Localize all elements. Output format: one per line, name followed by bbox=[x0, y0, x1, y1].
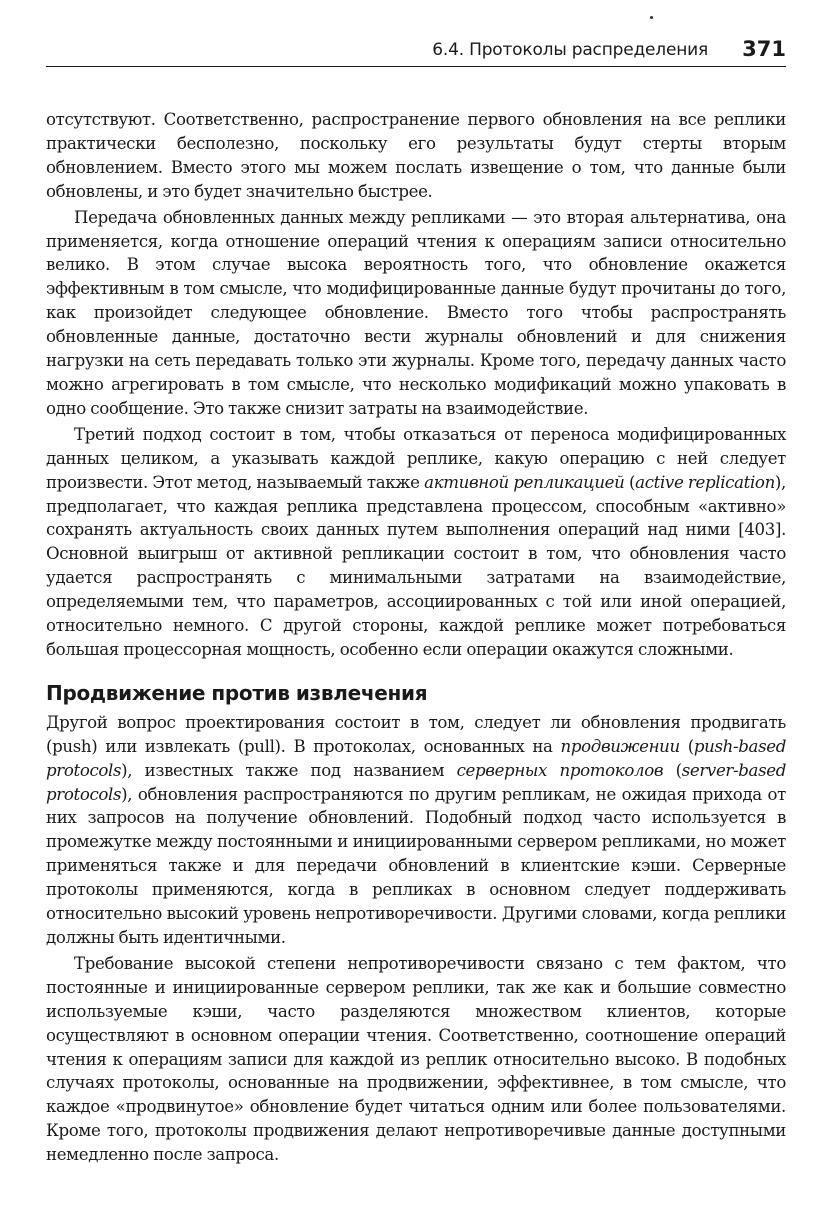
running-header-section-title: 6.4. Протоколы распределения bbox=[432, 40, 708, 60]
paragraph-4-text-a: Другой вопрос проектирования состоит в том, следует ли обновления продвигать (push) или извлекать (pull). В протоколах, основанных на bbox=[46, 712, 786, 756]
paragraph-4 bbox=[46, 711, 786, 950]
paragraph-5: Требование высокой степени непротиворечивости связано с тем фактом, что постоянные и инициированные сервером реплики, так же как и большие совместно используемые кэши, часто разделяются множеством клиентов, которые осуществляют в основном операции чтения. Соответственно, соотношение операций чтения к операциям записи для каждой из реплик относительно высоко. В подобных случаях протоколы, основанные на продвижении, эффективнее, в том смысле, что каждое «продвинутое» обновление будет читаться одним или более пользователями. Кроме того, протоколы продвижения делают непротиворечивые данные доступными немедленно после запроса. bbox=[46, 953, 786, 1165]
paragraph-4-text-d: ( bbox=[663, 760, 682, 780]
page-number: 371 bbox=[742, 37, 786, 61]
term-push-based-en: push-based protocols bbox=[46, 736, 786, 780]
term-server-protocols-ru: серверных протоколов bbox=[456, 760, 664, 780]
print-speck-top bbox=[650, 16, 653, 19]
term-server-based-en: server-based protocols bbox=[46, 760, 786, 804]
page-body bbox=[46, 108, 786, 1167]
paragraph-3-text-a: Третий подход состоит в том, чтобы отказаться от переноса модифицированных данных целиком, а указывать каждой реплике, какую операцию с ней следует произвести. Этот метод, называемый также bbox=[46, 424, 786, 492]
paragraph-4-text-e: ), обновления распространяются по другим репликам, не ожидая прихода от них запросов на получение обновлений. Подобный подход часто используется в промежутке между постоянными и инициированными сервером репликами, но может применяться также и для передачи обновлений в клиентские кэши. Серверные протоколы применяются, когда в репликах в основном следует поддерживать относительно высокий уровень непротиворечивости. Другими словами, когда реплики должны быть идентичными. bbox=[46, 784, 786, 947]
paragraph-3 bbox=[46, 423, 786, 662]
paragraph-4-text-b: ( bbox=[679, 736, 694, 756]
term-active-replication-en: active replication bbox=[635, 472, 775, 492]
running-header bbox=[46, 36, 786, 67]
paragraph-3-text-b: ( bbox=[624, 472, 636, 492]
term-active-replication-ru: активной репликацией bbox=[424, 472, 625, 492]
paragraph-2: Передача обновленных данных между репликами — это вторая альтернатива, она применяется, когда отношение операций чтения к операциям записи относительно велико. В этом случае высока вероятность того, что обновление окажется эффективным в том смысле, что модифицированные данные будут прочитаны до того, как произойдет следующее обновление. Вместо того чтобы распространять обновленные данные, достаточно вести журналы обновлений и для снижения нагрузки на сеть передавать только эти журналы. Кроме того, передачу данных часто можно агрегировать в том смысле, что несколько модификаций можно упаковать в одно сообщение. Это также снизит затраты на взаимодействие. bbox=[46, 207, 786, 418]
paragraph-1: отсутствуют. Соответственно, распространение первого обновления на все реплики практически бесполезно, поскольку его результаты будут стерты вторым обновлением. Вместо этого мы можем послать извещение о том, что данные были обновлены, и это будет значительно быстрее. bbox=[46, 110, 786, 201]
section-heading: Продвижение против извлечения bbox=[46, 680, 428, 705]
paragraph-3-text-c: ), предполагает, что каждая реплика представлена процессом, способным «активно» сохранять актуальность своих данных путем выполнения операций над ними [403]. Основной выигрыш от активной репликации состоит в том, что обновления часто удается распространять с минимальными затратами на взаимодействие, определяемыми тем, что параметров, ассоциированных с той или иной операцией, относительно немного. С другой стороны, каждой реплике может потребоваться большая процессорная мощность, особенно если операции окажутся сложными. bbox=[46, 472, 786, 659]
paragraph-4-text-c: ), известных также под названием bbox=[121, 760, 457, 780]
term-push-ru: продвижении bbox=[560, 736, 680, 756]
